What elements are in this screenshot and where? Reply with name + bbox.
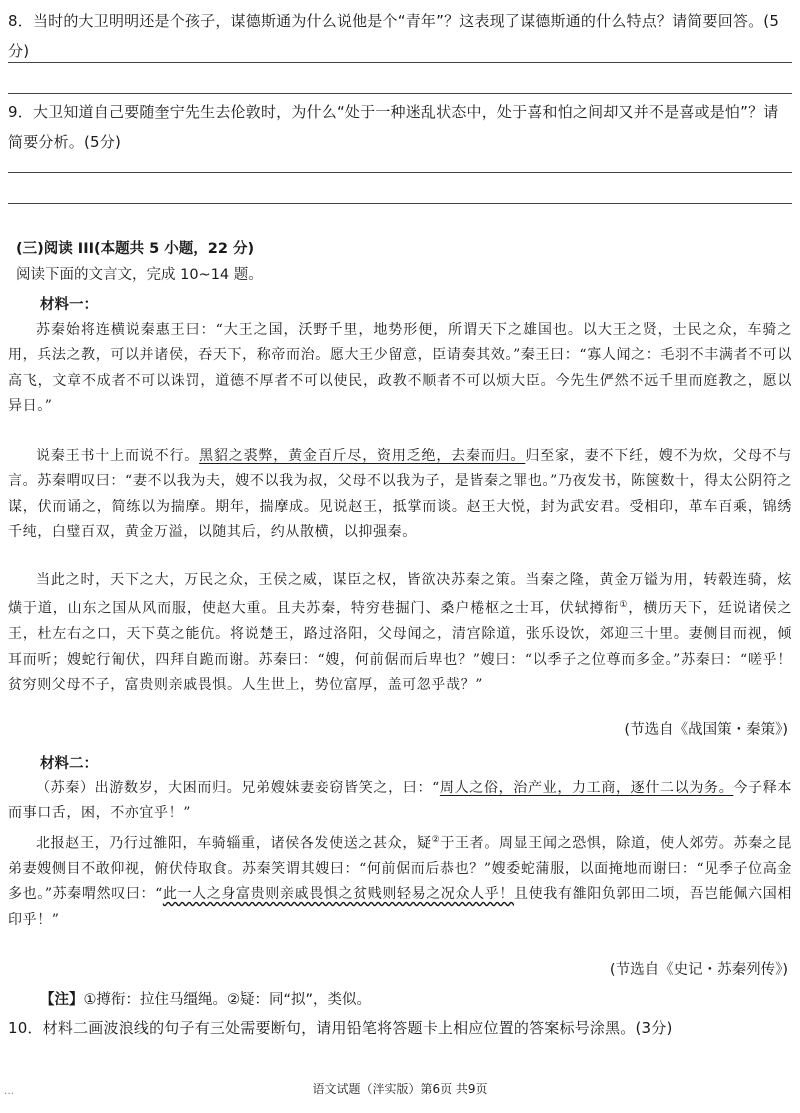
answer-line [8,62,792,63]
material1-paragraph-3: 当此之时，天下之大，万民之众，王侯之威，谋臣之权，皆欲决苏秦之策。当秦之隆，黄金万镒为用，转毂连骑，炫熿于道，山东之国从风而服，使赵大重。且夫苏秦，特穷巷掘门、桑户棬枢之士耳，伏轼撙衔①，横历天下，廷说诸侯之王，杜左右之口，天下莫之能伉。将说楚王，路过洛阳，父母闻之，清宫除道，张乐设饮，郊迎三十里。妻侧目而视，倾耳而听；嫂蛇行匍伏，四拜自跪而谢。苏秦曰：“嫂，何前倨而后卑也？”嫂曰：“以季子之位尊而多金。”苏秦曰：“嗟乎！贫穷则父母不子，富贵则亲戚畏惧。人生世上，势位富厚，盖可忽乎哉？” [8,572,792,693]
material2-source: (节选自《史记・苏秦列传》) [609,962,788,978]
underlined-sentence: 周人之俗，治产业，力工商，逐什二以为务。 [439,780,734,796]
wavy-underlined-sentence: 此一人之身富贵则亲戚畏惧之贫贱则轻易之况众人乎！ [162,886,515,903]
note: 【注】①撙衔：拉住马缰绳。②疑：同“拟”，类似。 [40,992,372,1008]
material2-paragraph-1: （苏秦）出游数岁，大困而归。兄弟嫂妹妻妾窃皆笑之，曰：“周人之俗，治产业，力工商，逐什二以为务。今子释本而事口舌，困，不亦宜乎！” [8,780,792,822]
page-footer: 语文试题（泮实版）第6页 共9页 [312,1082,488,1096]
material2-label: 材料二： [40,756,98,772]
material1-paragraph-1: 苏秦始将连横说秦惠王曰：“大王之国，沃野千里，地势形便，所谓天下之雄国也。以大王之贤，士民之众，车骑之用，兵法之教，可以并诸侯，吞天下，称帝而治。愿大王少留意，臣请奏其效。”秦王曰：“寡人闻之：毛羽不丰满者不可以高飞，文章不成者不可以诛罚，道德不厚者不可以使民，政教不顺者不可以烦大臣。今先生俨然不远千里而庭教之，愿以异日。” [8,322,792,414]
page-mark: … [4,1086,14,1097]
answer-line [8,172,792,173]
material1-source: (节选自《战国策・秦策》) [624,722,788,738]
material2-paragraph-2: 北报赵王，乃行过雒阳，车骑辎重，诸侯各发使送之甚众，疑②于王者。周显王闻之恐惧，除道，使人郊劳。苏秦之昆弟妻嫂侧目不敢仰视，俯伏侍取食。苏秦笑谓其嫂曰：“何前倨而后恭也？”嫂委蛇蒲服，以面掩地而谢曰：“见季子位高金多也。”苏秦喟然叹曰：“此一人之身富贵则亲戚畏惧之贫贱则轻易之况众人乎！且使我有雒阳负郭田二顷，吾岂能佩六国相印乎！” [8,835,793,928]
material1-paragraph-2: 说秦王书十上而说不行。黑貂之裘弊，黄金百斤尽，资用乏绝，去秦而归。归至家，妻不下纴，嫂不为炊，父母不与言。苏秦喟叹曰：“妻不以我为夫，嫂不以我为叔，父母不以我为子，是皆秦之罪也。”乃夜发书，陈箧数十，得太公阴符之谋，伏而诵之，简练以为揣摩。期年，揣摩成。见说赵王，抵掌而谈。赵王大悦，封为武安君。受相印，革车百乘，锦绣千纯，白璧百双，黄金万溢，以随其后，约从散横，以抑强秦。 [8,448,792,540]
note-ref-2: ② [431,835,441,845]
material1-label: 材料一： [40,297,98,313]
answer-line [8,203,792,204]
note-ref-1: ① [619,600,629,611]
section-title: (三)阅读 III(本题共 5 小题，22 分) [16,241,255,257]
underlined-sentence: 黑貂之裘弊，黄金百斤尽，资用乏绝，去秦而归。 [199,448,526,464]
question-10: 10．材料二画波浪线的句子有三处需要断句，请用铅笔将答题卡上相应位置的答案标号涂黑。(3分) [8,1019,673,1037]
answer-line [8,93,792,94]
question-8: 8．当时的大卫明明还是个孩子，谋德斯通为什么说他是个“青年”？这表现了谋德斯通的什么特点？请简要回答。(5分) [8,12,780,60]
section-instruction: 阅读下面的文言文，完成 10~14 题。 [16,267,263,283]
question-9: 9．大卫知道自己要随奎宁先生去伦敦时，为什么“处于一种迷乱状态中，处于喜和怕之间却又并不是喜或是怕”？请简要分析。(5分) [8,103,779,151]
